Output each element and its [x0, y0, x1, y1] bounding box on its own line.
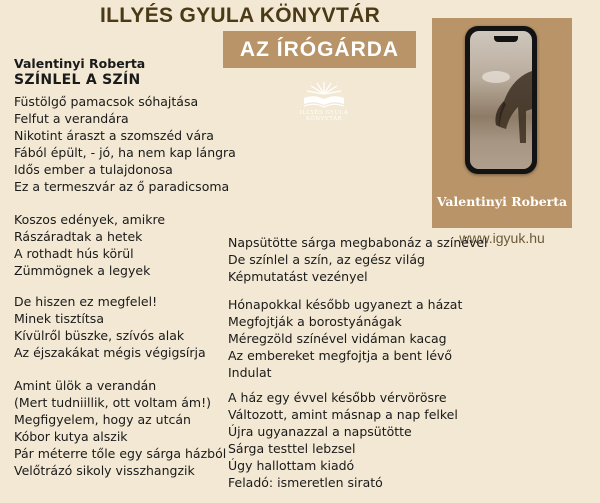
stanza-right-3	[228, 389, 458, 491]
library-logo	[296, 80, 352, 126]
poem-line: Megfojtják a borostyánágak	[228, 314, 402, 329]
stanza-right-2	[228, 296, 462, 381]
poem-line: Koszos edények, amikre	[14, 212, 166, 227]
poem-line: Idős ember a tulajdonosa	[14, 162, 173, 177]
poem-author: Valentinyi Roberta	[14, 56, 146, 71]
poem-line: De hiszen ez megfelel!	[14, 294, 158, 309]
poem-line: Újra ugyanazzal a napsütötte	[228, 424, 412, 439]
author-photo	[470, 31, 532, 169]
poem-line: Indulat	[228, 365, 272, 380]
poem-title: SZÍNLEL A SZÍN	[14, 72, 141, 88]
poem-line: Nikotint áraszt a szomszéd vára	[14, 128, 214, 143]
section-banner: AZ ÍRÓGÁRDA	[223, 31, 416, 68]
poem-line: Sárga testtel lebzsel	[228, 441, 356, 456]
poem-line: Füstölgő pamacsok sóhajtása	[14, 94, 199, 109]
library-title: ILLYÉS GYULA KÖNYVTÁR	[99, 4, 381, 27]
stanza-left-4	[14, 377, 226, 479]
poem-line: Képmutatást vezényel	[228, 269, 368, 284]
poem-line: Megfigyelem, hogy az utcán	[14, 412, 191, 427]
poem-line: Az embereket megfojtja a bent lévő	[228, 348, 453, 363]
poem-line: Felfut a verandára	[14, 111, 129, 126]
stanza-left-2	[14, 211, 165, 279]
poem-line: Zümmögnek a legyek	[14, 263, 151, 278]
logo-text-line1: ILLYÉS GYULA	[299, 110, 349, 116]
poem-line: Rászáradtak a hetek	[14, 229, 143, 244]
poem-line: Kóbor kutya alszik	[14, 429, 128, 444]
horse-silhouette-icon	[470, 31, 532, 169]
open-book-sunrise-icon	[301, 80, 347, 110]
stanza-left-1	[14, 93, 236, 195]
poem-line: Fából épült, - jó, ha nem kap lángra	[14, 145, 236, 160]
poem-line: Amint ülök a verandán	[14, 378, 157, 393]
stanza-right-1	[228, 234, 488, 285]
poem-line: A rothadt hús körül	[14, 246, 134, 261]
poem-line: Napsütötte sárga megbabonáz a színével	[228, 235, 488, 250]
logo-text-line2: KÖNYVTÁR	[305, 116, 343, 122]
poem-line: A ház egy évvel később vérvörösre	[228, 390, 447, 405]
poem-line: Ez a termeszvár az ő paradicsoma	[14, 179, 230, 194]
poem-line: Úgy hallottam kiadó	[228, 458, 355, 473]
poem-line: De színlel a szín, az egész világ	[228, 252, 425, 267]
phone-notch	[494, 36, 518, 42]
poem-line: Kívülről büszke, szívós alak	[14, 328, 185, 343]
author-name: Valentinyi Roberta	[436, 194, 568, 209]
phone-image	[465, 26, 537, 174]
poem-line: Változott, amint másnap a nap felkel	[228, 407, 458, 422]
stanza-left-3	[14, 293, 206, 361]
poem-line: Pár méterre tőle egy sárga házból	[14, 446, 227, 461]
poem-line: Hónapokkal később ugyanezt a házat	[228, 297, 463, 312]
website-url[interactable]: www.igyuk.hu	[459, 230, 545, 246]
poem-line: Az éjszakákat mégis végigsírja	[14, 345, 206, 360]
poem-line: (Mert tudniillik, ott voltam ám!)	[14, 395, 211, 410]
author-panel	[432, 18, 572, 228]
poem-line: Feladó: ismeretlen sirató	[228, 475, 383, 490]
poem-line: Méregzöld színével vidáman kacag	[228, 331, 447, 346]
poem-line: Minek tisztítsa	[14, 311, 104, 326]
poem-line: Velőtrázó sikoly visszhangzik	[14, 463, 195, 478]
